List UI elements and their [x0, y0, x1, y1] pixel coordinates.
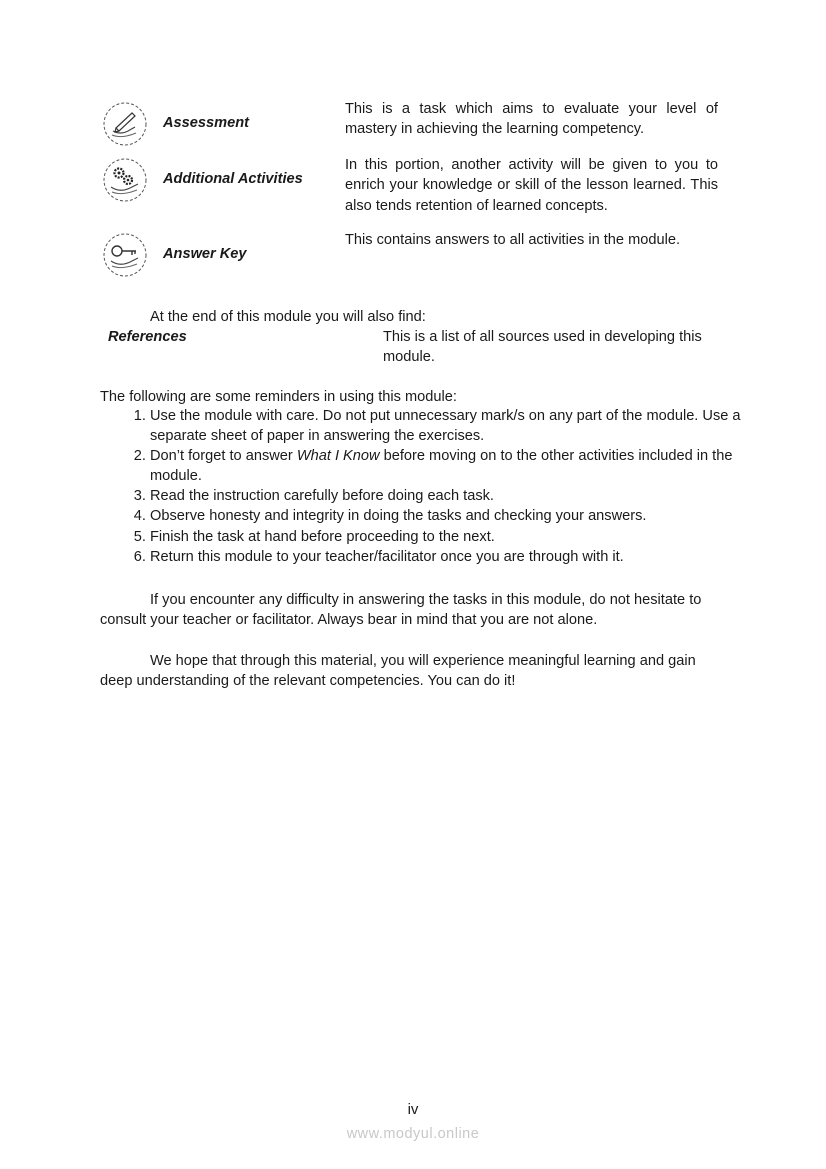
- reminders-intro: The following are some reminders in using this module:: [100, 389, 457, 405]
- page-number: iv: [407, 1101, 419, 1118]
- reminder-text-italic: What I Know: [296, 448, 380, 465]
- gears-hand-icon: [102, 157, 148, 203]
- reminder-text-before: Don’t forget to answer: [150, 448, 297, 465]
- closing-paragraph: We hope that through this material, you will experience meaningful learning and gain deep understanding of the relevant competencies. You can do it!: [100, 653, 696, 690]
- section-desc-additional-activities: In this portion, another activity will be given to you to enrich your knowledge or skill of the lesson learned. This also tends retention of learned concepts.: [345, 157, 718, 214]
- section-title-additional-activities: Additional Activities: [163, 171, 303, 187]
- reminder-text: Observe honesty and integrity in doing the tasks and checking your answers.: [150, 508, 647, 525]
- pen-hand-icon: [102, 101, 148, 147]
- difficulty-paragraph: If you encounter any difficulty in answering the tasks in this module, do not hesitate to consult your teacher or facilitator. Always bear in mind that you are not alone.: [100, 592, 702, 629]
- list-item: [150, 406, 778, 446]
- section-desc-answer-key: This contains answers to all activities in the module.: [345, 232, 681, 248]
- reminder-text-after: before moving on to the other activities included in the module.: [150, 448, 733, 485]
- references-title: References: [108, 329, 187, 345]
- list-item: [150, 527, 778, 547]
- reminders-list: [100, 406, 778, 567]
- reminder-text: Return this module to your teacher/facilitator once you are through with it.: [150, 548, 624, 565]
- list-item: [150, 506, 778, 526]
- section-title-assessment: Assessment: [163, 115, 249, 131]
- references-desc-line1: This is a list of all sources used in developing this: [383, 329, 702, 345]
- key-hand-icon: [102, 232, 148, 278]
- references-desc-line2: module.: [383, 349, 435, 365]
- reminder-text: Finish the task at hand before proceeding to the next.: [150, 528, 495, 545]
- reminder-text: Read the instruction carefully before doing each task.: [150, 488, 494, 505]
- section-title-answer-key: Answer Key: [163, 246, 247, 262]
- reminder-text: Use the module with care. Do not put unnecessary mark/s on any part of the module. Use a separate sheet of paper in answering the exercises.: [150, 408, 741, 445]
- end-intro: At the end of this module you will also find:: [150, 309, 426, 325]
- section-desc-assessment: This is a task which aims to evaluate your level of mastery in achieving the learning competency.: [345, 101, 718, 138]
- watermark: www.modyul.online: [346, 1126, 480, 1142]
- list-item: [150, 446, 778, 486]
- list-item: [150, 486, 778, 506]
- list-item: [150, 547, 778, 567]
